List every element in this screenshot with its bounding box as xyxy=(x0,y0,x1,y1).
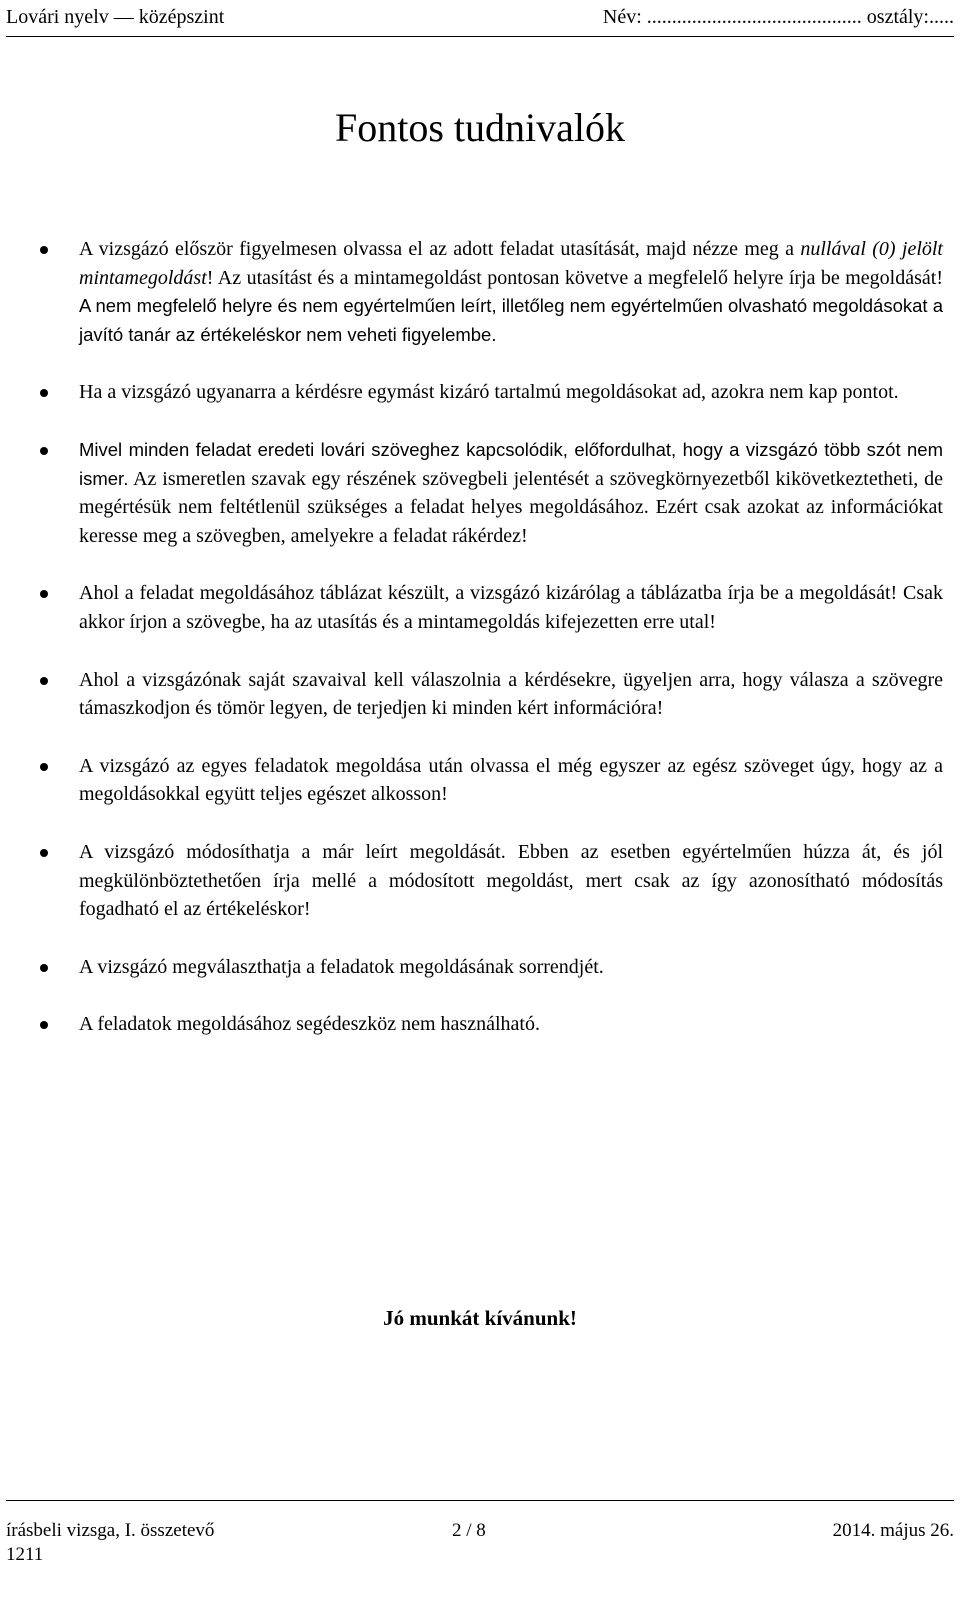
bullet-icon xyxy=(40,1021,48,1029)
page-title: Fontos tudnivalók xyxy=(334,105,626,150)
exam-code: 1211 xyxy=(6,1544,44,1565)
list-item xyxy=(40,235,943,349)
bullet-icon xyxy=(40,763,48,771)
page-header xyxy=(6,2,954,37)
bullet-icon xyxy=(40,389,48,397)
note-text: Ahol a feladat megoldásához táblázat készült, a vizsgázó kizárólag a táblázatba írja be a megoldását! Csak akkor írjon a szövegbe, ha az utasítás és a mintamegoldás kifejezetten erre utal! xyxy=(79,582,943,633)
list-item xyxy=(40,838,943,924)
list-item xyxy=(40,378,943,407)
exam-date: 2014. május 26. xyxy=(832,1520,954,1541)
instructions-list xyxy=(40,235,943,1068)
bullet-icon xyxy=(40,590,48,598)
note-text: A vizsgázó először figyelmesen olvassa el az adott feladat utasítását, majd nézze meg a xyxy=(79,238,801,260)
note-text: A feladatok megoldásához segédeszköz nem használható. xyxy=(79,1013,540,1036)
closing-message: Jó munkát kívánunk! xyxy=(383,1306,577,1330)
note-text: Az ismeretlen szavak egy részének szövegbeli jelentését a szövegkörnyezetből kikövetkeztetheti, de megértésük nem feltétlenül szükséges a feladat helyes megoldásához. Ezért csak azokat az információkat keresse meg a szövegben, amelyekre a feladat rákérdez! xyxy=(79,467,943,547)
list-item xyxy=(40,1010,943,1039)
list-item xyxy=(40,579,943,636)
note-emphasis: nullával (0) jelölt mintamegoldást xyxy=(79,238,943,289)
bullet-icon xyxy=(40,677,48,685)
bullet-icon xyxy=(40,849,48,857)
subject-level: Lovári nyelv — középszint xyxy=(6,6,225,28)
note-text: A vizsgázó az egyes feladatok megoldása után olvassa el még egyszer az egész szöveget úgy, hogy az a megoldásokkal együtt teljes egészet alkosson! xyxy=(79,754,943,806)
bullet-icon xyxy=(40,964,48,972)
page-number: 2 / 8 xyxy=(452,1520,486,1541)
bullet-icon xyxy=(40,246,48,254)
bullet-icon xyxy=(40,447,48,455)
name-class-field: Név: ........................................... osztály:..... xyxy=(602,6,954,28)
list-item xyxy=(40,666,943,723)
note-text: Ha a vizsgázó ugyanarra a kérdésre egymást kizáró tartalmú megoldásokat ad, azokra nem kap pontot. xyxy=(79,381,899,404)
exam-part: írásbeli vizsga, I. összetevő xyxy=(6,1520,215,1541)
note-text-sans: Mivel minden feladat eredeti lovári szöveghez kapcsolódik, előfordulhat, hogy a vizsgázó több szót nem ismer. xyxy=(79,438,943,489)
note-text-sans: A nem megfelelő helyre és nem egyértelműen leírt, illetőleg nem egyértelműen olvasható megoldásokat a javító tanár az értékeléskor nem veheti figyelembe. xyxy=(79,295,943,345)
list-item xyxy=(40,752,943,809)
note-text: A vizsgázó módosíthatja a már leírt megoldását. Ebben az esetben egyértelműen húzza át, és jól megkülönböztethetően írja mellé a módosított megoldást, mert csak az így azonosítható módosítás fogadható el az értékeléskor! xyxy=(79,840,943,921)
page-footer xyxy=(6,1500,954,1591)
note-text: Ahol a vizsgázónak saját szavaival kell válaszolnia a kérdésekre, ügyeljen arra, hogy válasza a szövegre támaszkodjon és tömör legyen, de terjedjen ki minden kért információra! xyxy=(79,668,943,720)
note-text: A vizsgázó megválaszthatja a feladatok megoldásának sorrendjét. xyxy=(79,955,604,978)
note-text: ! Az utasítást és a mintamegoldást pontosan követve a megfelelő helyre írja be megoldását! xyxy=(206,266,943,289)
list-item xyxy=(40,953,943,982)
list-item xyxy=(40,436,943,550)
